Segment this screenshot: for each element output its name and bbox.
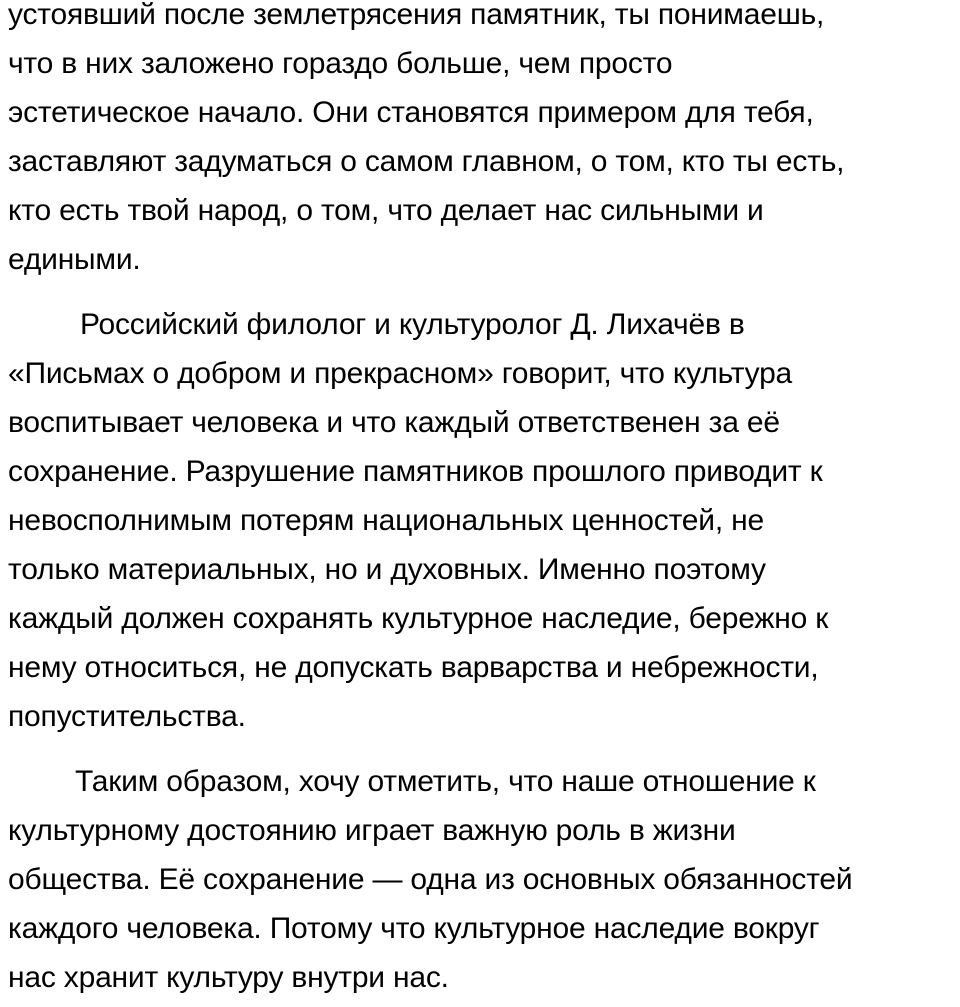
text-line: каждого человека. Потому что культурное наследие вокруг [8, 912, 820, 945]
text-line: общества. Её сохранение — одна из основных обязанностей [8, 863, 853, 896]
text-line: нас хранит культуру внутри нас. [8, 961, 449, 994]
text-line: каждый должен сохранять культурное наследие, бережно к [8, 602, 829, 635]
text-line: попустительства. [8, 700, 246, 733]
text-line: устоявший после землетрясения памятник, ты понимаешь, [8, 0, 825, 31]
text-line: невосполнимым потерям национальных ценностей, не [8, 504, 764, 537]
text-line: едиными. [8, 243, 141, 276]
text-line: Таким образом, хочу отметить, что наше отношение к [75, 765, 816, 798]
text-line: Российский филолог и культуролог Д. Лихачёв в [80, 308, 745, 341]
text-line: заставляют задуматься о самом главном, о том, кто ты есть, [8, 145, 845, 178]
text-line: культурному достоянию играет важную роль в жизни [8, 814, 736, 847]
text-line: что в них заложено гораздо больше, чем просто [8, 47, 673, 80]
text-line: сохранение. Разрушение памятников прошлого приводит к [8, 455, 823, 488]
text-line: только материальных, но и духовных. Именно поэтому [8, 553, 766, 586]
text-line: кто есть твой народ, о том, что делает нас сильными и [8, 194, 764, 227]
text-line: нему относиться, не допускать варварства и небрежности, [8, 651, 819, 684]
text-line: воспитывает человека и что каждый ответственен за её [8, 406, 780, 439]
text-line: эстетическое начало. Они становятся примером для тебя, [8, 96, 814, 129]
text-line: «Письмах о добром и прекрасном» говорит, что культура [8, 357, 793, 390]
